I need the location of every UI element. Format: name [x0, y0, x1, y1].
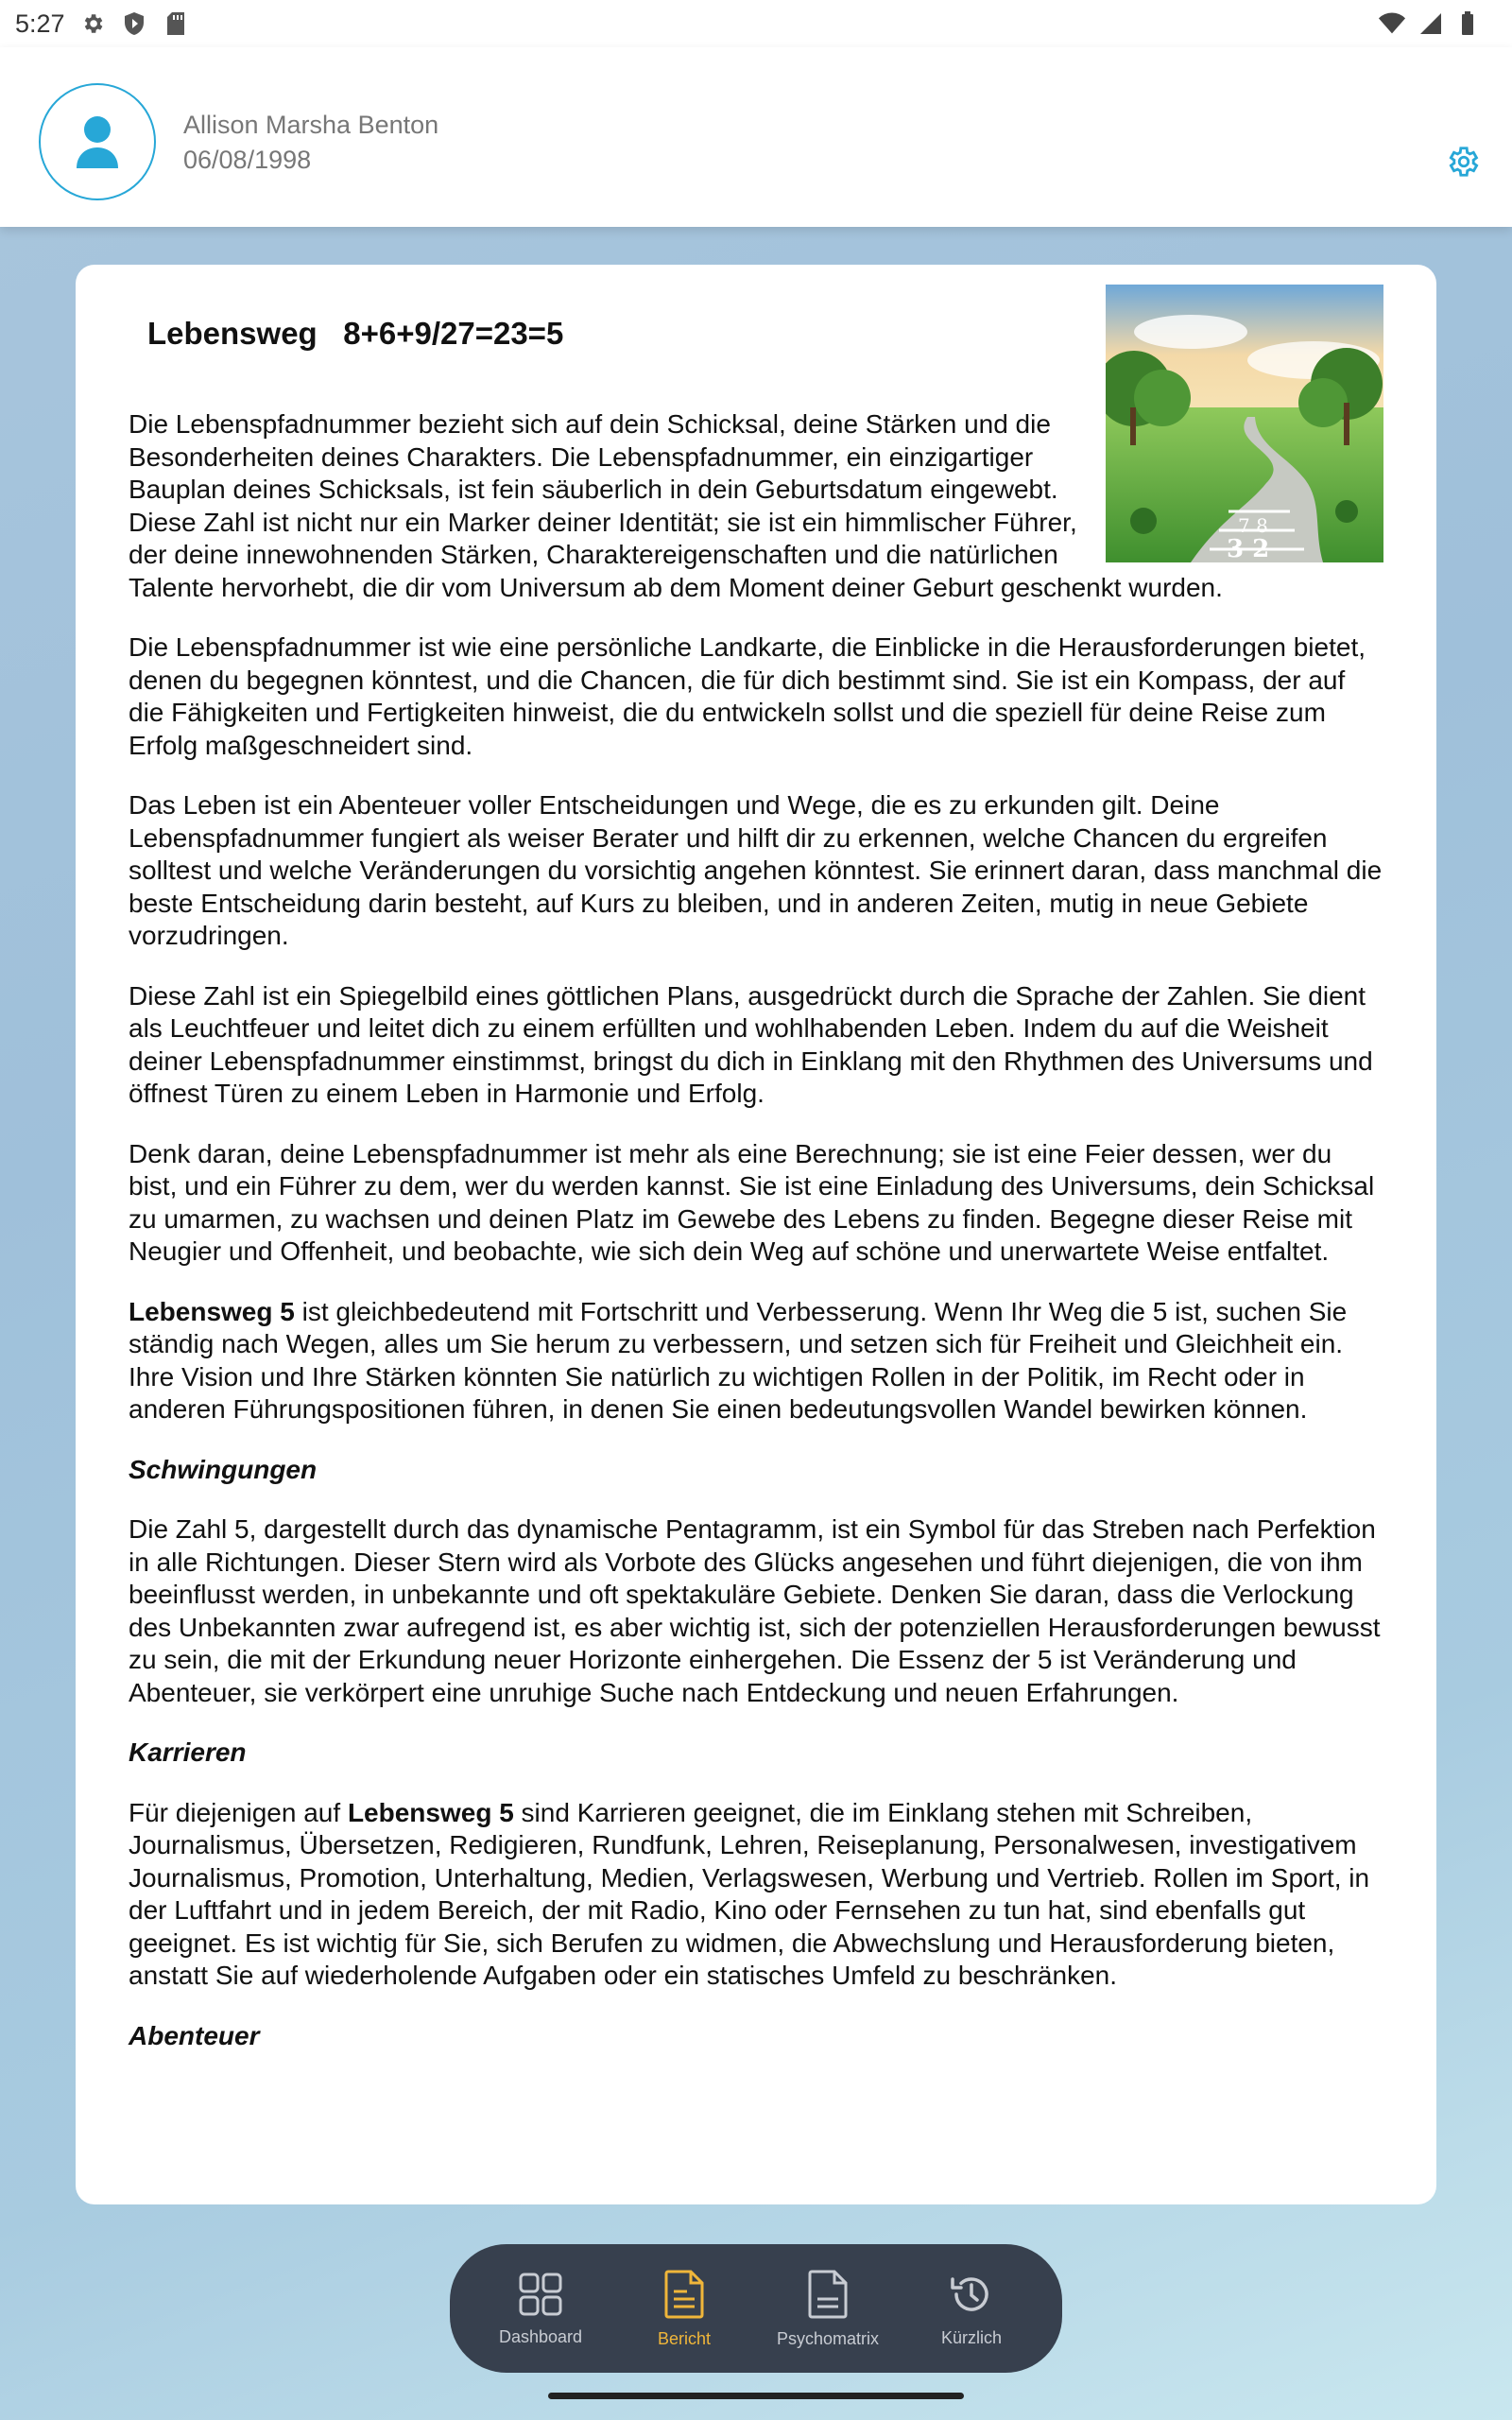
- gear-icon: [1446, 144, 1482, 180]
- status-left: [15, 9, 190, 39]
- birth-date: 06/08/1998: [183, 146, 312, 174]
- grid-icon: [517, 2271, 564, 2318]
- status-bar: [0, 0, 1512, 47]
- svg-text:3 2: 3 2: [1227, 535, 1270, 562]
- card-title: Lebensweg 8+6+9/27=23=5: [147, 316, 564, 351]
- profile-header: [0, 47, 1512, 227]
- document-icon: [661, 2269, 708, 2320]
- file-icon: [804, 2269, 851, 2320]
- paragraph: Die Lebenspfadnummer bezieht sich auf dein Schicksal, deine Stärken und die Besonderheiten deines Charakters. Die Lebenspfadnummer, ein einzigartiger Bauplan deines Schicksals, ist fein säuberlich in dein Geburtsdatum eingewebt. Diese Zahl ist nicht nur ein Marker deiner Identität; sie ist ein himmlischer Führer, der deine innewohnenden Stärken, Charaktereigenschaften und die natürlichen Talente hervorhebt, die dir vom Universum ab dem Moment deiner Geburt geschenkt wurden.: [129, 409, 1223, 602]
- paragraph: Diese Zahl ist ein Spiegelbild eines göttlichen Plans, ausgedrückt durch die Sprache der Zahlen. Sie dient als Leuchtfeuer und leitet dich zu einem erfüllten und wohlhabenden Leben. Indem du auf die Weisheit deiner Lebenspfadnummer einstimmst, bringst du dich in Einklang mit den Rhythmen des Universums und öffnest Türen zu einem Leben in Harmonie und Erfolg.: [129, 980, 1373, 1108]
- battery-icon: [1453, 9, 1482, 38]
- svg-text:7 8: 7 8: [1238, 514, 1268, 537]
- paragraph-text: sind Karrieren geeignet, die im Einklang stehen mit Schreiben, Journalismus, Übersetzen, Redigieren, Rundfunk, Lehren, Reiseplanung, Personalwesen, investigativem Journalismus, Promotion, Unterhaltung, Medien, Verlagswesen, Werbung und Vertrieb. Rollen im Sport, in der Luftfahrt und in jedem Bereich, der mit Radio, Kino oder Fernsehen zu tun hat, sind ebenfalls gut geeignet. Es ist wichtig für Sie, sich Berufen zu widmen, die Abwechslung und Herausforderung bieten, anstatt Sie auf wiederholende Aufgaben oder ein statisches Umfeld zu beschränken.: [129, 1797, 1370, 1990]
- person-icon: [75, 113, 120, 170]
- article-body: [129, 408, 1385, 2080]
- paragraph-text: ist gleichbedeutend mit Fortschritt und Verbesserung. Wenn Ihr Weg die 5 ist, suchen Sie ständig nach Wegen, alles um Sie herum zu verbessern, und setzen sich für Freiheit und Gleichheit ein. Ihre Vision und Ihre Stärken könnten Sie natürlich zu wichtigen Rollen in der Politik, im Recht oder in anderen Führungspositionen führen, in denen Sie einen bedeutungsvollen Wandel bewirken können.: [129, 1296, 1348, 1424]
- nav-item-kuerzlich[interactable]: [905, 2256, 1038, 2360]
- nav-label: Kürzlich: [940, 2327, 1003, 2347]
- user-info: [183, 108, 438, 178]
- section-heading-abenteuer: Abenteuer: [129, 2020, 260, 2050]
- nav-label: Dashboard: [498, 2326, 583, 2346]
- bold-phrase: Lebensweg 5: [129, 1296, 295, 1326]
- image-spacer: [1079, 408, 1385, 555]
- wifi-icon: [1378, 9, 1406, 38]
- nav-item-bericht[interactable]: [618, 2256, 750, 2360]
- bold-phrase: Lebensweg 5: [347, 1797, 514, 1827]
- paragraph: Denk daran, deine Lebenspfadnummer ist mehr als eine Berechnung; sie ist eine Feier dessen, wer du bist, und ein Führer zu dem, wer du werden kannst. Sie ist eine Einladung des Universums, dein Schicksal zu umarmen, zu wachsen und deinen Platz im Gewebe des Lebens zu finden. Begegne dieser Reise mit Neugier und Offenheit, und beobachte, wie sich dein Weg auf schöne und unerwartete Weise entfaltet.: [129, 1138, 1375, 1266]
- nav-item-dashboard[interactable]: [474, 2256, 607, 2360]
- bottom-navigation: [450, 2244, 1062, 2373]
- paragraph: Das Leben ist ein Abenteuer voller Entscheidungen und Wege, die es zu erkunden gilt. Deine Lebenspfadnummer fungiert als weiser Berater und hilft dir zu erkennen, welche Chancen du ergreifen solltest und welche Veränderungen du vorsichtig angehen könntest. Sie erinnert daran, dass manchmal die beste Entscheidung darin besteht, auf Kurs zu bleiben, und in anderen Zeiten, mutig in neue Gebiete vorzudringen.: [129, 790, 1383, 950]
- gear-icon: [78, 9, 107, 38]
- signal-icon: [1416, 9, 1444, 38]
- status-time: 5:27: [15, 9, 65, 38]
- home-indicator[interactable]: [548, 2393, 964, 2399]
- section-heading-schwingungen: Schwingungen: [129, 1454, 318, 1484]
- nav-item-psychomatrix[interactable]: [762, 2256, 894, 2360]
- paragraph: [129, 1797, 1385, 1993]
- sd-card-icon: [162, 9, 190, 38]
- nav-label: Psychomatrix: [776, 2328, 880, 2348]
- settings-button[interactable]: [1443, 141, 1485, 182]
- nav-label: Bericht: [657, 2328, 712, 2348]
- paragraph-text: Für diejenigen auf: [129, 1797, 348, 1827]
- report-card[interactable]: [76, 265, 1436, 2204]
- history-icon: [947, 2270, 996, 2319]
- shield-icon: [120, 9, 148, 38]
- status-right: [1378, 9, 1497, 38]
- section-heading-karrieren: Karrieren: [129, 1737, 247, 1767]
- avatar[interactable]: [39, 83, 156, 200]
- paragraph: Die Zahl 5, dargestellt durch das dynamische Pentagramm, ist ein Symbol für das Streben nach Perfektion in alle Richtungen. Dieser Stern wird als Vorbote des Glücks angesehen und führt diejenigen, die von ihm beeinflusst werden, in unbekannte und oft spektakuläre Gebiete. Denken Sie daran, dass die Verlockung des Unbekannten zwar aufregend ist, es aber wichtig ist, sich der potenziellen Herausforderungen bewusst zu sein, die mit der Erkundung neuer Horizonte einhergehen. Die Essenz der 5 ist Veränderung und Abenteuer, sie verkörpert eine unruhige Suche nach Entdeckung und neuen Erfahrungen.: [129, 1514, 1381, 1707]
- user-name: Allison Marsha Benton: [183, 111, 439, 139]
- paragraph: [129, 1296, 1385, 1426]
- paragraph: Die Lebenspfadnummer ist wie eine persönliche Landkarte, die Einblicke in die Herausforderungen bietet, denen du begegnen könntest, und die Chancen, die für dich bestimmt sind. Sie ist ein Kompass, der auf die Fähigkeiten und Fertigkeiten hinweist, die du entwickeln sollst und die speziell für deine Reise zum Erfolg maßgeschneidert sind.: [129, 632, 1366, 760]
